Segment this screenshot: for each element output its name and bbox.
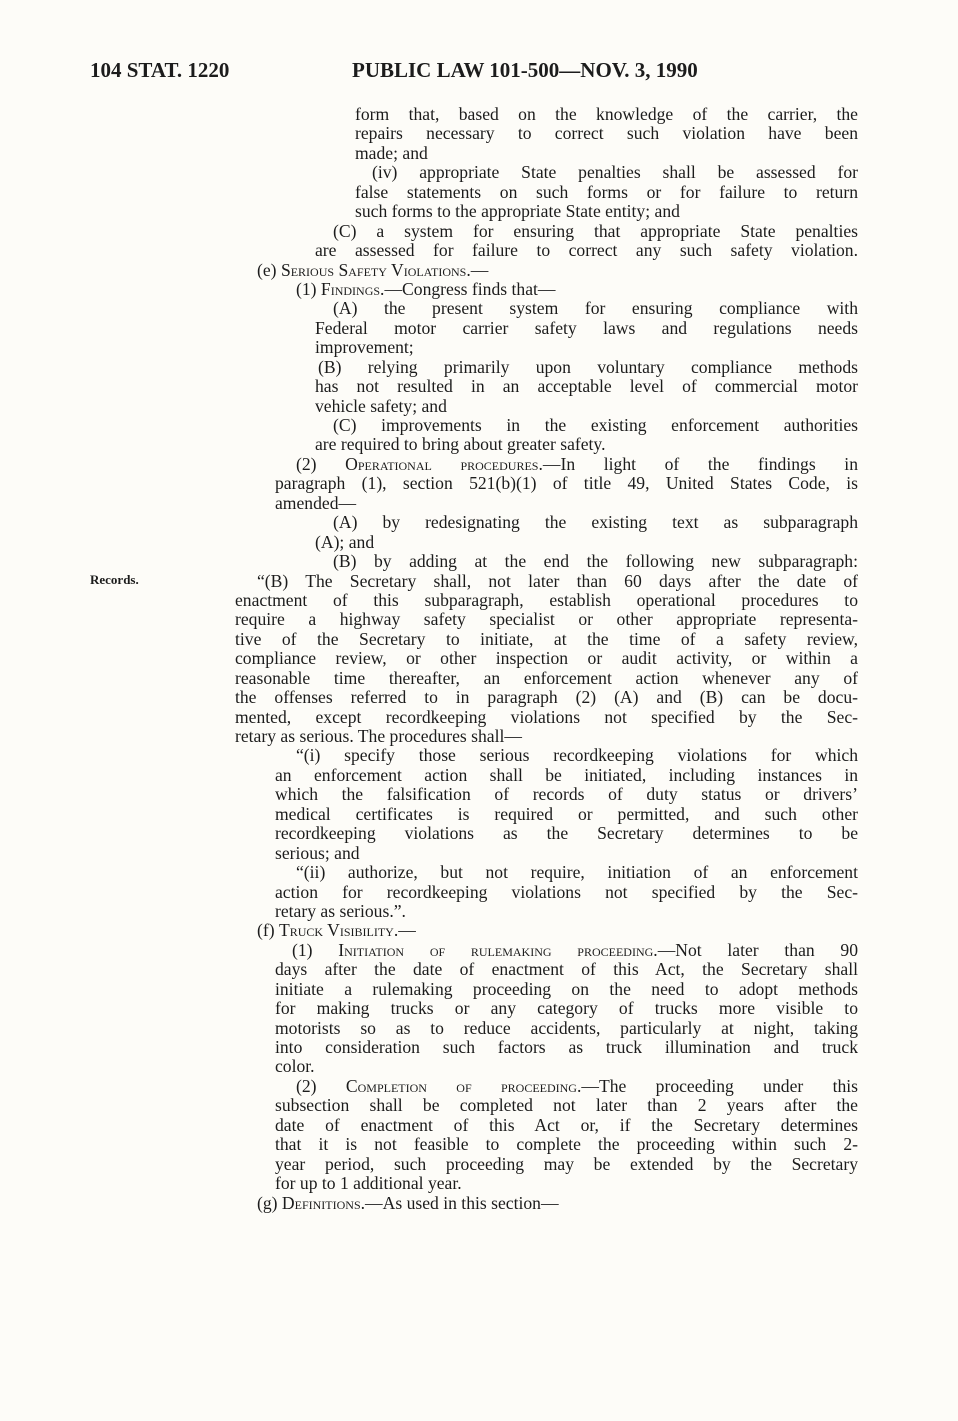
text-line: (A); and	[315, 531, 375, 552]
paragraph-heading-findings: (1) Findings.—Congress finds that—	[296, 278, 556, 299]
text-line: color.	[275, 1056, 315, 1077]
text-line: Federal motor carrier safety laws and regulations needs	[315, 317, 858, 338]
text-line: which the falsification of records of duty status or drivers’	[275, 784, 858, 805]
text-line: the offenses referred to in paragraph (2) (A) and (B) can be docu-	[235, 687, 858, 708]
text-line: motorists so as to reduce accidents, particularly at night, taking	[275, 1017, 858, 1038]
text-line: initiate a rulemaking proceeding on the need to adopt methods	[275, 978, 858, 999]
text-line: made; and	[355, 142, 428, 163]
text-line: enactment of this subparagraph, establish operational procedures to	[235, 589, 858, 610]
paragraph-heading-operational: (2) Operational procedures.—In light of the findings in	[296, 453, 858, 474]
text-line: compliance review, or other inspection or audit activity, or within a	[235, 648, 858, 669]
text-line: (B) by adding at the end the following new subparagraph:	[333, 551, 858, 572]
text-line: (A) by redesignating the existing text as subparagraph	[333, 512, 858, 533]
text-line: such forms to the appropriate State entity; and	[355, 201, 680, 222]
text-line: (iv) appropriate State penalties shall be assessed for	[372, 162, 858, 183]
text-line: date of enactment of this Act or, if the Secretary determines	[275, 1114, 858, 1135]
text-line: “(i) specify those serious recordkeeping violations for which	[296, 745, 858, 766]
text-line: improvement;	[315, 337, 414, 358]
text-line: recordkeeping violations as the Secretary determines to be	[275, 823, 858, 844]
text-line: into consideration such factors as truck illumination and truck	[275, 1037, 858, 1057]
text-line: tive of the Secretary to initiate, at the time of a safety review,	[235, 628, 858, 649]
text-line: (C) improvements in the existing enforcement authorities	[333, 415, 858, 435]
text-line: repairs necessary to correct such violation have been	[355, 123, 858, 144]
text-line: (B) relying primarily upon voluntary compliance methods	[318, 356, 858, 377]
text-line: for up to 1 additional year.	[275, 1173, 462, 1194]
text-line: subsection shall be completed not later than 2 years after the	[275, 1095, 858, 1116]
text-line: an enforcement action shall be initiated, including instances in	[275, 764, 858, 785]
text-line: year period, such proceeding may be extended by the Secretary	[275, 1153, 858, 1174]
subsection-heading-e: (e) Serious Safety Violations.—	[257, 259, 489, 280]
page-header	[0, 58, 958, 88]
paragraph-heading-initiation: (1) Initiation of rulemaking proceeding.—Not later than 90	[292, 939, 858, 960]
statute-page-number: 104 STAT. 1220	[90, 58, 230, 82]
text-line: (A) the present system for ensuring compliance with	[333, 298, 858, 319]
document-body	[0, 105, 958, 1213]
text-line: are assessed for failure to correct any such safety violation.	[315, 240, 858, 261]
text-line: retary as serious.”.	[275, 900, 406, 921]
text-line: require a highway safety specialist or other appropriate representa-	[235, 609, 858, 630]
subsection-heading-f: (f) Truck Visibility.—	[257, 920, 416, 941]
text-line: paragraph (1), section 521(b)(1) of title 49, United States Code, is	[275, 473, 858, 494]
text-line: (C) a system for ensuring that appropriate State penalties	[333, 220, 858, 241]
text-line: reasonable time thereafter, an enforcement action whenever any of	[235, 667, 858, 688]
text-line: for making trucks or any category of trucks more visible to	[275, 998, 858, 1019]
text-line: has not resulted in an acceptable level of commercial motor	[315, 376, 858, 397]
text-line: serious; and	[275, 842, 360, 863]
text-line: that it is not feasible to complete the proceeding within such 2-	[275, 1134, 858, 1155]
margin-note: Records.	[90, 572, 139, 587]
text-line: days after the date of enactment of this Act, the Secretary shall	[275, 959, 858, 980]
paragraph-heading-completion: (2) Completion of proceeding.—The proceeding under this	[296, 1075, 858, 1096]
subsection-heading-g: (g) Definitions.—As used in this section—	[257, 1192, 559, 1213]
public-law-title: PUBLIC LAW 101-500—NOV. 3, 1990	[352, 58, 698, 82]
text-line: amended—	[275, 492, 357, 513]
text-line: false statements on such forms or for failure to return	[355, 181, 858, 202]
text-line: form that, based on the knowledge of the carrier, the	[355, 104, 858, 124]
text-line: “(B) The Secretary shall, not later than 60 days after the date of	[257, 570, 858, 591]
text-line: are required to bring about greater safety.	[315, 434, 606, 455]
text-line: “(ii) authorize, but not require, initiation of an enforcement	[296, 862, 858, 883]
text-line: vehicle safety; and	[315, 395, 447, 416]
text-line: action for recordkeeping violations not specified by the Sec-	[275, 881, 858, 902]
text-line: medical certificates is required or permitted, and such other	[275, 803, 858, 824]
text-line: retary as serious. The procedures shall—	[235, 726, 522, 746]
text-line: mented, except recordkeeping violations not specified by the Sec-	[235, 706, 858, 727]
